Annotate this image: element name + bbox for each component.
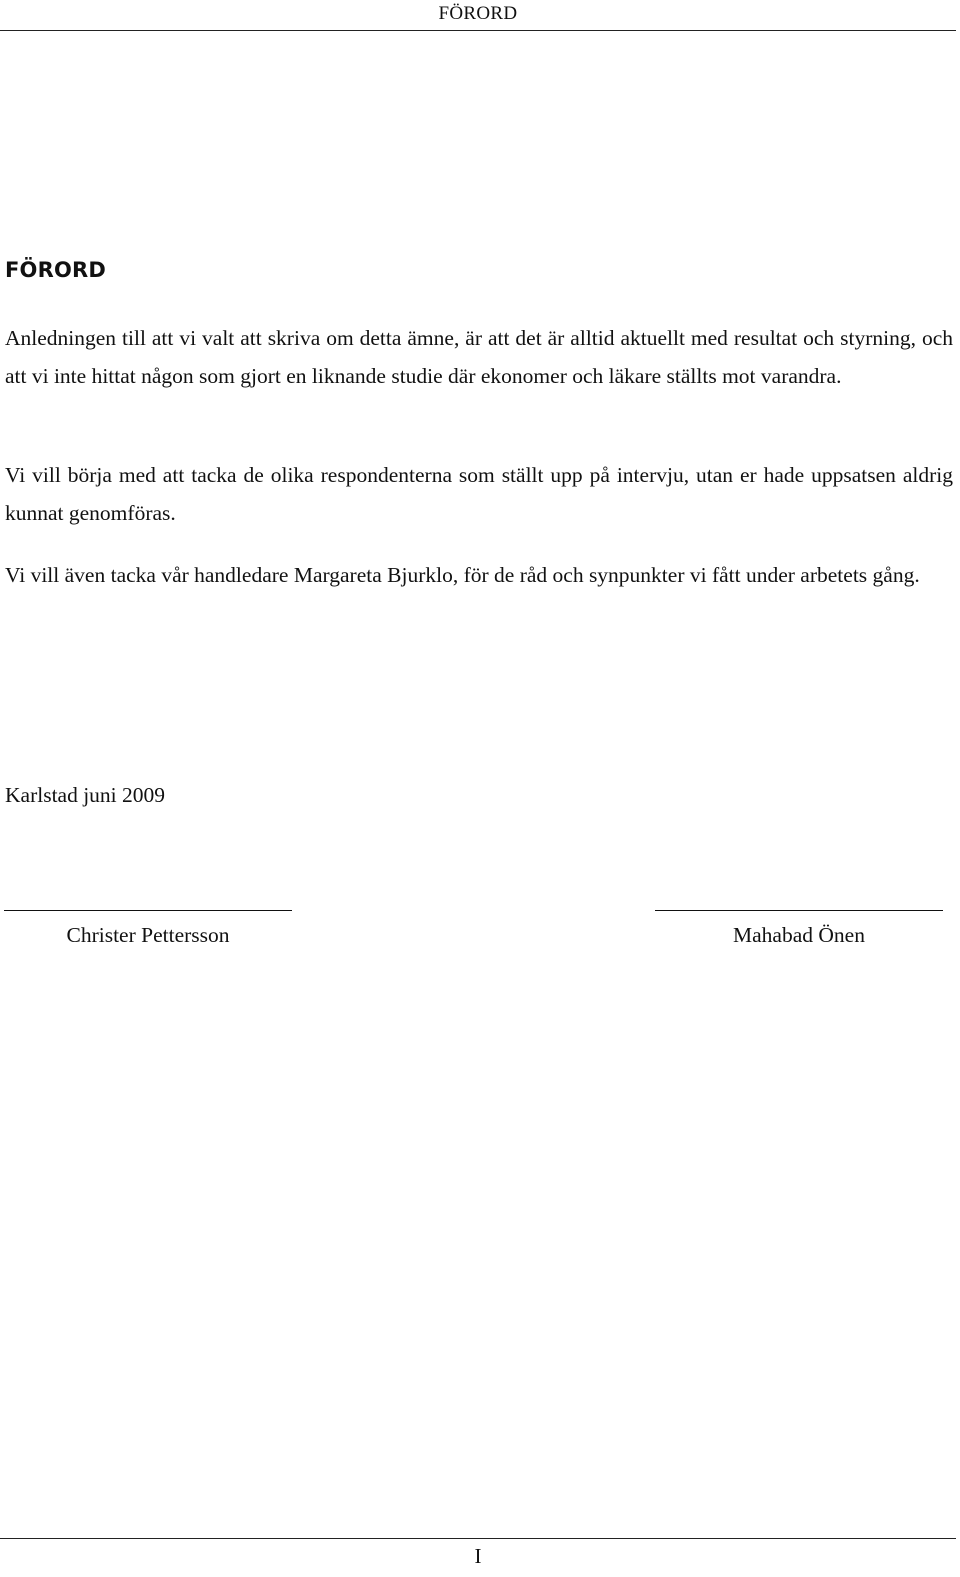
page-footer <box>0 1538 956 1569</box>
place-date: Karlstad juni 2009 <box>5 783 166 807</box>
section-title: FÖRORD <box>5 258 107 282</box>
signature-block-right <box>655 910 943 948</box>
signature-name: Mahabad Önen <box>733 923 865 947</box>
paragraph-thanks-respondents: Vi vill börja med att tacka de olika respondenterna som ställt upp på intervju, utan er hade uppsatsen aldrig kunnat genomföras. <box>5 463 953 525</box>
signature-line <box>655 910 943 911</box>
running-header-title: FÖRORD <box>438 3 518 24</box>
paragraph-thanks-supervisor: Vi vill även tacka vår handledare Margareta Bjurklo, för de råd och synpunkter vi fått under arbetets gång. <box>5 563 920 587</box>
signature-line <box>4 910 292 911</box>
signature-block-left <box>4 910 292 948</box>
signature-name: Christer Pettersson <box>66 923 230 947</box>
page-number: I <box>474 1544 482 1568</box>
running-header <box>0 0 956 31</box>
paragraph-motivation: Anledningen till att vi valt att skriva om detta ämne, är att det är alltid aktuellt med resultat och styrning, och att vi inte hittat någon som gjort en liknande studie där ekonomer och läkare ställts mot varandra. <box>5 326 953 388</box>
